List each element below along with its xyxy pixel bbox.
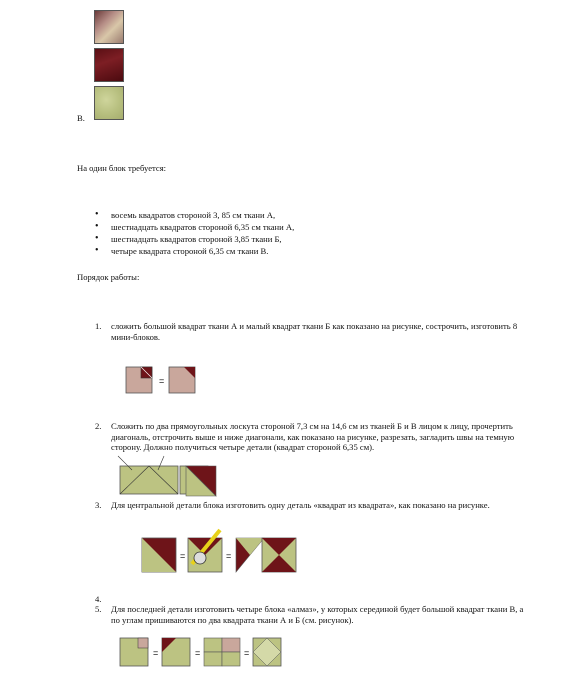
fabric-swatch-b <box>94 48 124 82</box>
fabric-swatch-a <box>94 10 124 44</box>
step-number: 4. <box>95 594 102 604</box>
equals-glyph: = <box>244 648 250 658</box>
list-item: • четыре квадрата стороной 6,35 см ткани В. <box>95 246 294 258</box>
step-5-illustration <box>118 636 298 668</box>
step-number: 1. <box>95 321 102 331</box>
equals-glyph: = <box>159 376 165 386</box>
step-text: Для центральной детали блока изготовить одну деталь «квадрат из квадрата», как показано на рисунке. <box>111 500 490 510</box>
step-text: Для последней детали изготовить четыре блока «алмаз», у которых серединой будет большой квадрат ткани В, а по углам пришиваются по два квадрата ткани А и Б (см. рисунок). <box>111 604 524 625</box>
half-square-triangle <box>186 466 218 498</box>
step-3-illustration <box>140 528 300 578</box>
step-number: 5. <box>95 604 102 614</box>
list-item: • шестнадцать квадратов стороной 3,85 ткани Б, <box>95 234 294 246</box>
list-item: • шестнадцать квадратов стороной 6,35 см ткани А, <box>95 222 294 234</box>
step-number: 2. <box>95 421 102 431</box>
step-1-illustration <box>125 364 205 394</box>
step-number: 3. <box>95 500 102 510</box>
step-text: Сложить по два прямоугольных лоскута стороной 7,3 см на 14,6 см из тканей Б и В лицом к лицу, прочертить диагональ, отстрочить выше и ниже диагонали, как показано на рисунке, разрезать, загладить швы на темную сторону. Должно получиться четыре детали (квадрат стороной 6,35 см). <box>111 421 515 453</box>
equals-glyph: = <box>180 551 186 561</box>
materials-list <box>95 210 294 258</box>
equals-glyph: = <box>195 648 201 658</box>
equals-glyph: = <box>153 648 159 658</box>
step-text: сложить большой квадрат ткани А и малый квадрат ткани Б как показано на рисунке, сострочить, изготовить 8 мини-блоков. <box>111 321 518 342</box>
equals-glyph: = <box>226 551 232 561</box>
list-item: • восемь квадратов стороной 3, 85 см ткани А, <box>95 210 294 222</box>
fabric-label-c: В. <box>77 113 85 123</box>
fabric-swatch-c <box>94 86 124 120</box>
intro-text: На один блок требуется: <box>77 163 167 173</box>
order-title: Порядок работы: <box>77 272 140 282</box>
